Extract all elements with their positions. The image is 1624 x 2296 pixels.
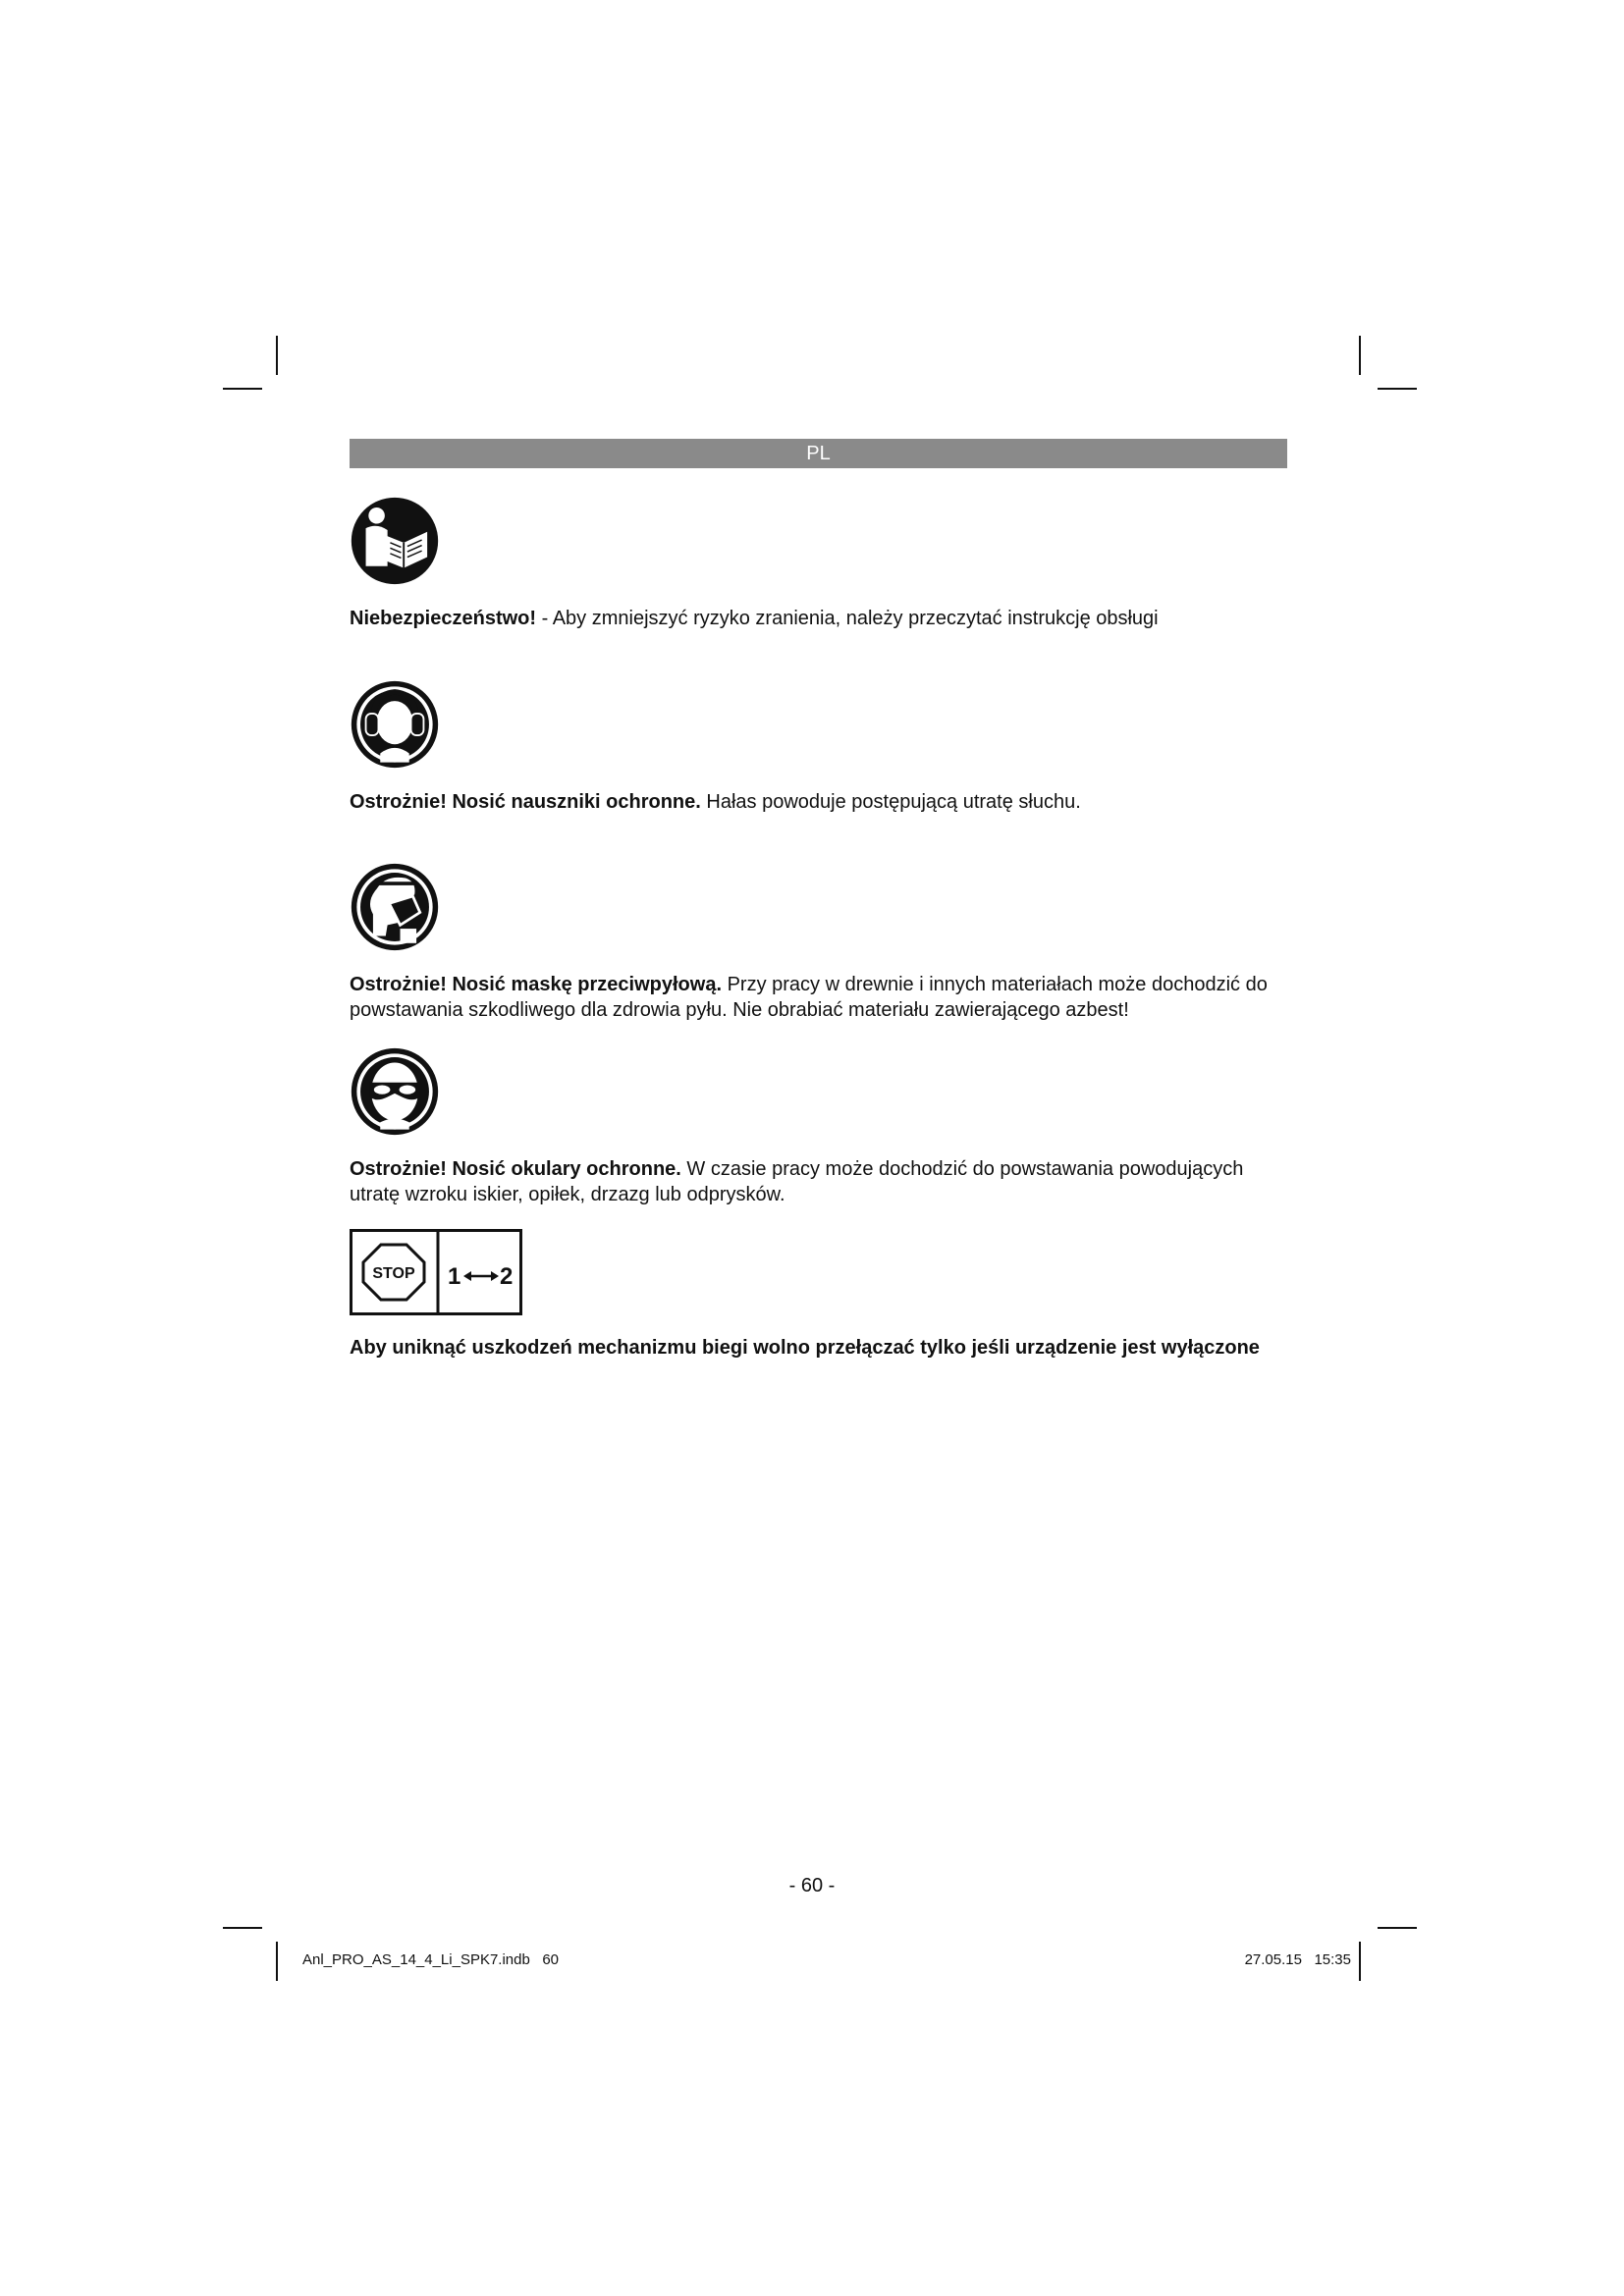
crop-mark-bottom-right-horizontal bbox=[1378, 1927, 1417, 1929]
gear-notice-text: Aby uniknąć uszkodzeń mechanizmu biegi wolno przełączać tylko jeśli urządzenie jest wyłączone bbox=[350, 1337, 1260, 1359]
gear-from-label: 1 bbox=[448, 1263, 461, 1290]
warning-read-manual bbox=[350, 496, 1287, 631]
warning-safety-goggles bbox=[350, 1046, 1287, 1207]
gear-change-notice bbox=[350, 1229, 1287, 1361]
crop-mark-top-right-vertical bbox=[1359, 336, 1361, 375]
warning-title: Ostrożnie! Nosić okulary ochronne. bbox=[350, 1158, 681, 1180]
footer-timestamp: 27.05.15 15:35 bbox=[1244, 1951, 1351, 1968]
warning-title: Ostrożnie! Nosić nauszniki ochronne. bbox=[350, 791, 701, 813]
page-number: - 60 - bbox=[788, 1875, 836, 1896]
gear-to-label: 2 bbox=[500, 1263, 514, 1290]
warning-text-read-manual bbox=[350, 606, 1287, 631]
read-manual-icon bbox=[350, 496, 440, 586]
footer-file-name: Anl_PRO_AS_14_4_Li_SPK7.indb 60 bbox=[302, 1951, 560, 1968]
warning-body: Przy pracy w drewnie i innych materiałach może dochodzić do powstawania szkodliwego dla zdrowia pyłu. Nie obrabiać materiału zawierającego azbest! bbox=[350, 974, 1268, 1021]
warning-body: W czasie pracy może dochodzić do powstawania powodujących utratę wzroku iskier, opiłek, drzazg lub odprysków. bbox=[350, 1158, 1244, 1205]
warning-ear-protection bbox=[350, 679, 1287, 815]
safety-goggles-icon bbox=[350, 1046, 440, 1137]
warning-text-dust-mask bbox=[350, 972, 1287, 1023]
warning-text-safety-goggles bbox=[350, 1156, 1287, 1207]
language-header: PL bbox=[350, 439, 1287, 468]
crop-mark-top-left-horizontal bbox=[223, 388, 262, 390]
crop-mark-bottom-left-horizontal bbox=[223, 1927, 262, 1929]
warning-body: - Aby zmniejszyć ryzyko zranienia, należy przeczytać instrukcję obsługi bbox=[536, 608, 1159, 629]
warning-title: Niebezpieczeństwo! bbox=[350, 608, 537, 629]
ear-protection-icon bbox=[350, 679, 440, 770]
warning-text-ear-protection bbox=[350, 789, 1287, 815]
crop-mark-bottom-right-vertical bbox=[1359, 1942, 1361, 1981]
crop-mark-top-left-vertical bbox=[276, 336, 278, 375]
warning-title: Ostrożnie! Nosić maskę przeciwpyłową. bbox=[350, 974, 723, 995]
dust-mask-icon bbox=[350, 862, 440, 952]
stop-label: STOP bbox=[372, 1265, 415, 1282]
stop-gear-change-sign bbox=[350, 1229, 522, 1315]
warning-dust-mask bbox=[350, 862, 1287, 1023]
crop-mark-bottom-left-vertical bbox=[276, 1942, 278, 1981]
crop-mark-top-right-horizontal bbox=[1378, 388, 1417, 390]
warning-body: Hałas powoduje postępującą utratę słuchu. bbox=[700, 791, 1081, 813]
